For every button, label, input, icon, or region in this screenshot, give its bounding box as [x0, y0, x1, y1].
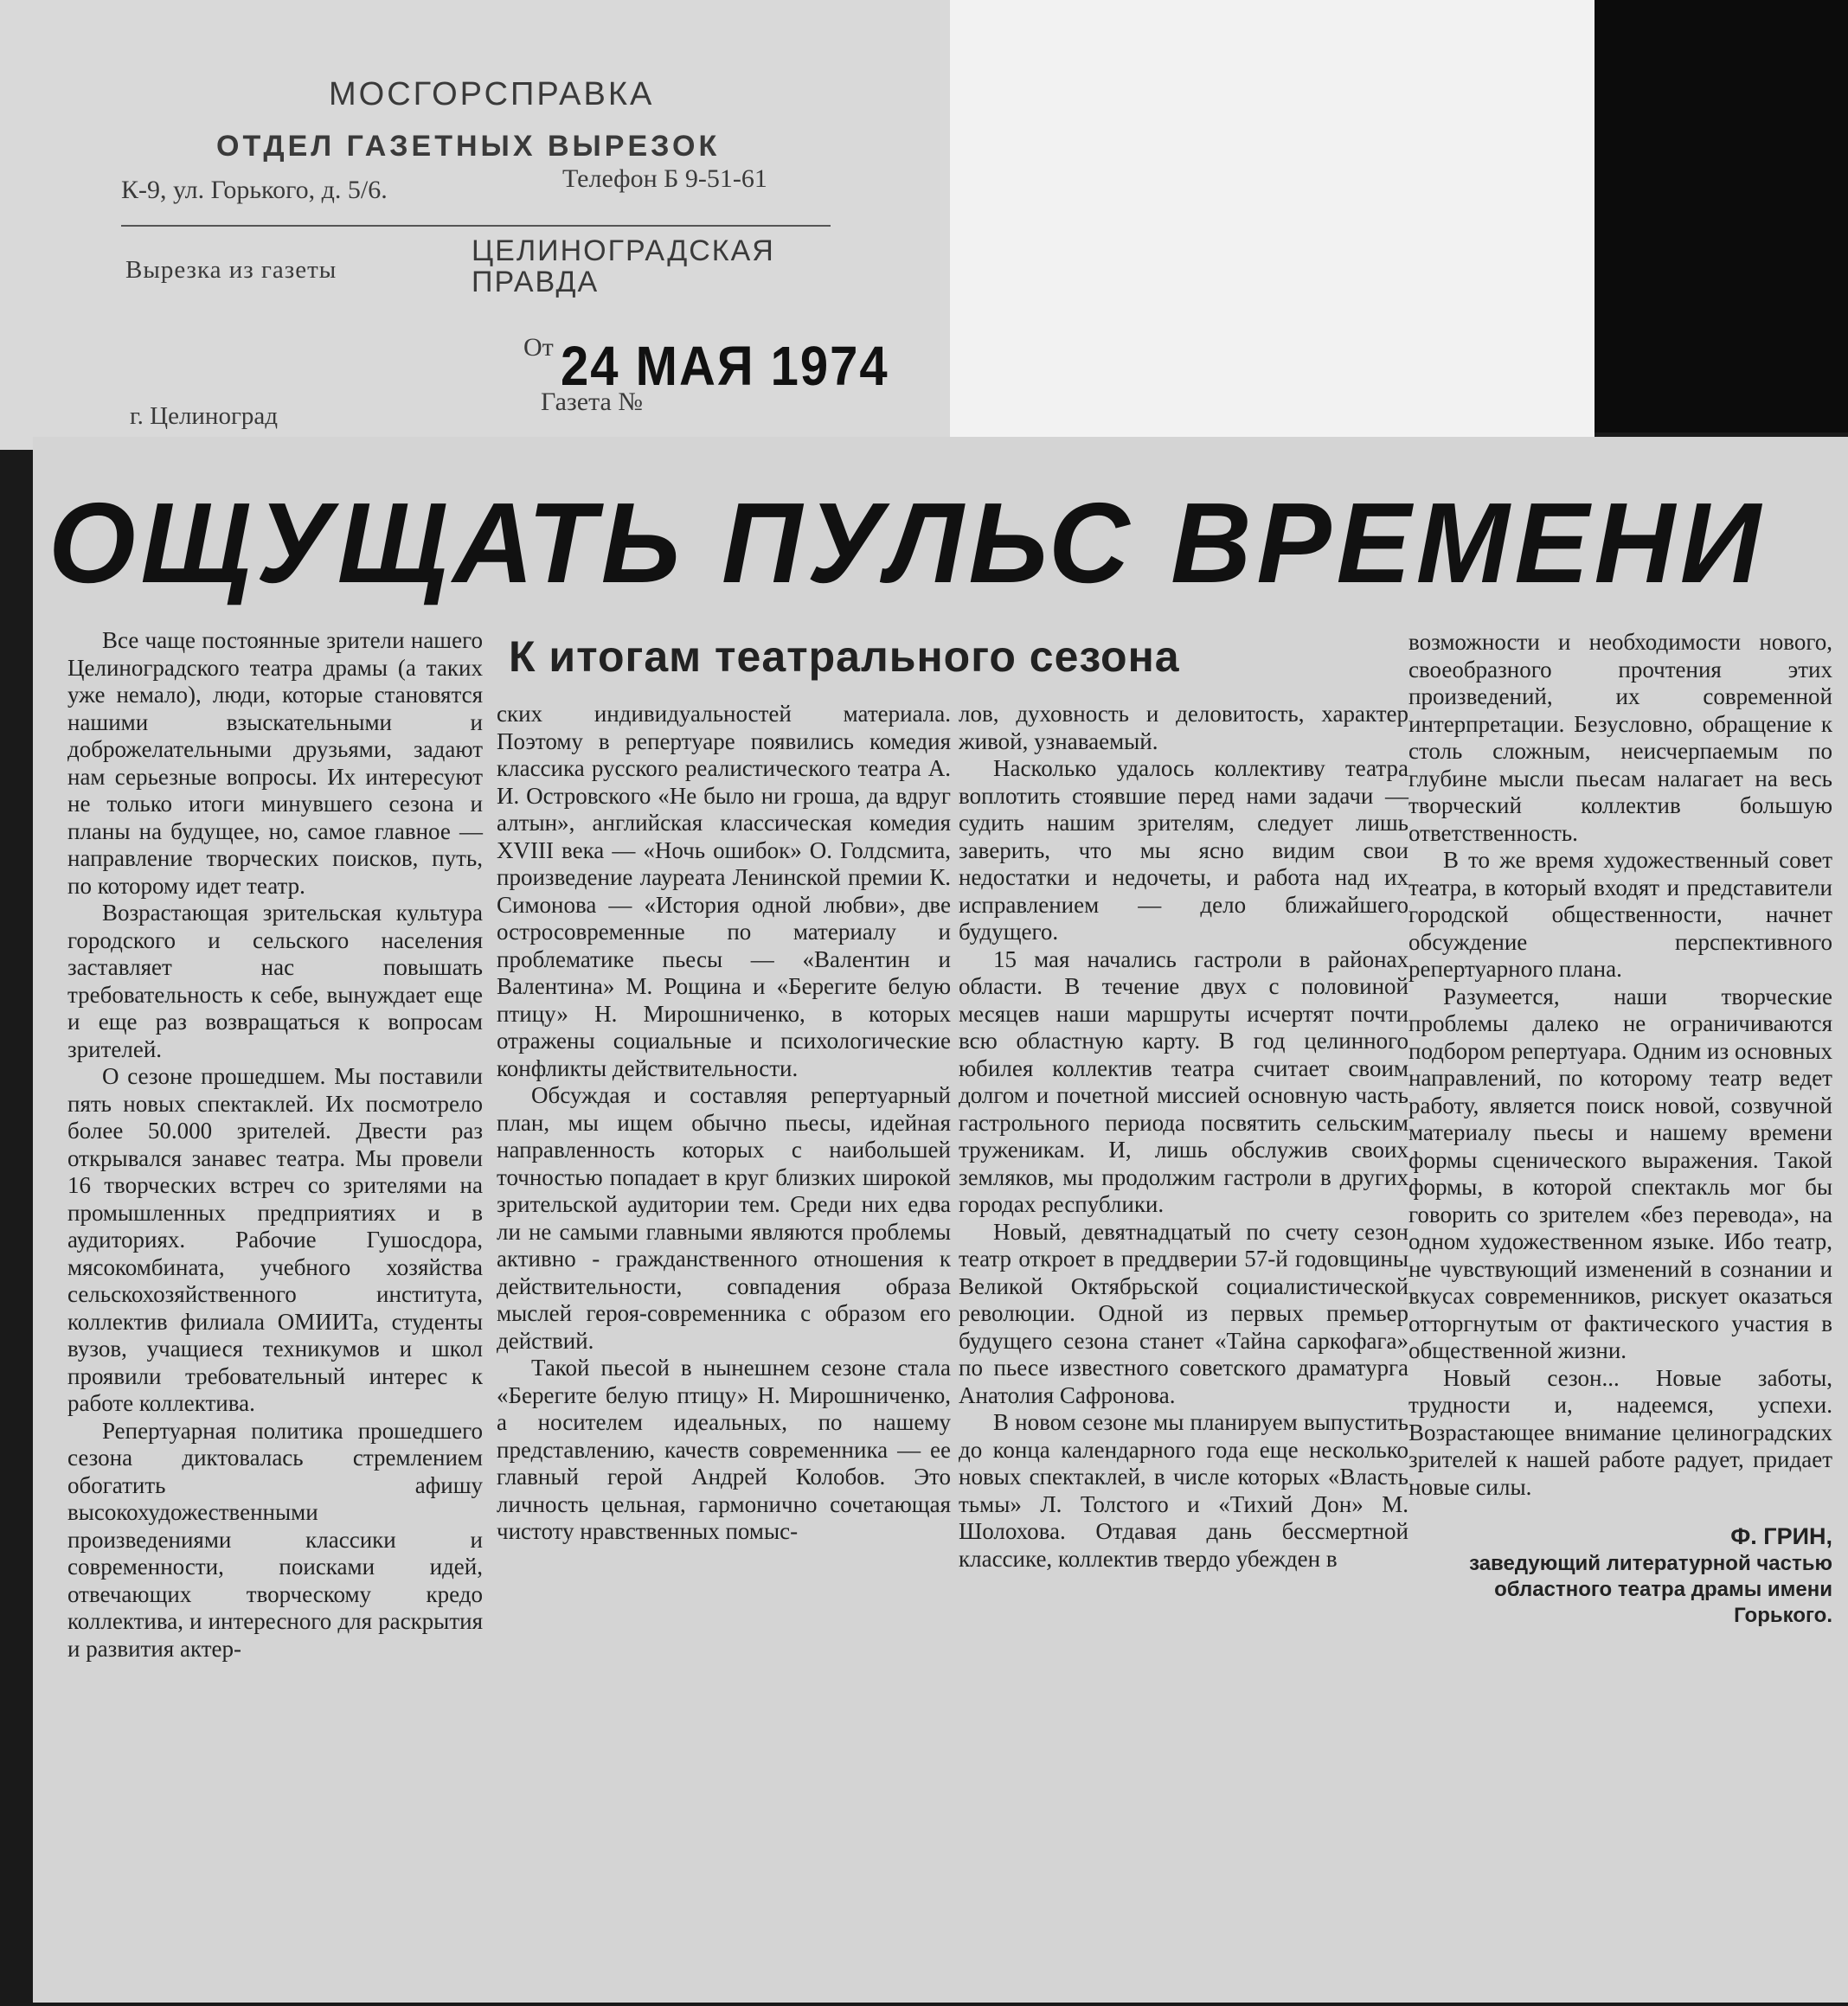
agency-phone: Телефон Б 9-51-61 — [562, 164, 767, 193]
article-column-1 — [67, 627, 483, 1663]
paragraph: Обсуждая и составляя репертуарный план, мы ищем обычно пьесы, идейная направленность которых с наибольшей точностью попадает в круг близких широкой зрительской аудитории тем. Среди них едва ли не самыми главными являются проблемы активно - гражданственного отношения к действительности, совпадения образа мыслей героя-современника с образом его действий. — [497, 1082, 951, 1354]
paragraph: лов, духовность и деловитость, характер живой, узнаваемый. — [959, 701, 1408, 754]
paragraph: В новом сезоне мы планируем выпустить до конца календарного года еще несколько новых спектаклей, в числе которых «Власть тьмы» Л. Толстого и «Тихий Дон» М. Шолохова. Отдавая дань бессмертной классике, коллектив твердо убежден в — [959, 1409, 1408, 1572]
department-name: ОТДЕЛ ГАЗЕТНЫХ ВЫРЕЗОК — [216, 130, 721, 163]
paragraph: Новый, девятнадцатый по счету сезон театр откроет в преддверии 57-й годовщины Великой Октябрьской социалистической революции. Одной из первых премьер будущего сезона станет «Тайна саркофага» по пьесе известного советского драматурга Анатолия Сафронова. — [959, 1218, 1408, 1408]
paragraph: Возрастающая зрительская культура городского и сельского населения заставляет нас повышать требовательность к себе, вынуждает еще и еще раз возвращаться к вопросам зрителей. — [67, 900, 483, 1062]
issue-number-label: Газета № — [541, 388, 643, 416]
article-column-4 — [1408, 629, 1832, 1629]
clip-source-label: Вырезка из газеты — [125, 256, 337, 284]
paragraph: 15 мая начались гастроли в районах области. В течение двух с половиной месяцев наши маршруты исчертят почти всю областную карту. В год целинного юбилея коллектив театра считает своим долгом и почетной миссией основную часть гастрольного периода посвятить сельским труженикам. И, лишь обслужив своих земляков, мы продолжим гастроли в других городах республики. — [959, 945, 1408, 1217]
article-column-3 — [959, 701, 1408, 1573]
paragraph: ских индивидуальностей материала. Поэтому в репертуаре появились комедия классика русского реалистического театра А. И. Островского «Не было ни гроша, да вдруг алтын», английская классическая комедия XVIII века — «Ночь ошибок» О. Голдсмита, произведение лауреата Ленинской премии К. Симонова — «История одной любви», две остросовременные по материалу и проблематике пьесы — «Валентин и Валентина» М. Рощина и «Берегите белую птицу» Н. Мирошниченко, в которых отражены социальные и психологические конфликты действительности. — [497, 701, 951, 1081]
article-column-2 — [497, 701, 951, 1546]
paragraph: Такой пьесой в нынешнем сезоне стала «Берегите белую птицу» Н. Мирошниченко, а носителем идеальных, по нашему представлению, качеств современника — ее главный герой Андрей Колобов. Это личность цельная, гармонично сочетающая чистоту нравственных помыс- — [497, 1355, 951, 1544]
paragraph: возможности и необходимости нового, своеобразного прочтения этих произведений, их современной интерпретации. Безусловно, обращение к столь сложным, неисчерпаемым по глубине мысли пьесам налагает на весь творческий коллектив большую ответственность. — [1408, 629, 1832, 846]
newspaper-clipping — [33, 437, 1848, 2003]
paragraph: Все чаще постоянные зрители нашего Целиноградского театра драмы (а таких уже немало), люди, которые становятся нашими взыскательными и доброжелательными друзьями, задают нам серьезные вопросы. Их интересуют не только итоги минувшего сезона и планы на будущее, но, самое главное — направление творческих поисков, путь, по которому идет театр. — [67, 627, 483, 899]
paragraph: В то же время художественный совет театра, в который входят и представители городской общественности, начнет обсуждение перспективного репертуарного плана. — [1408, 847, 1832, 982]
paragraph: О сезоне прошедшем. Мы поставили пять новых спектаклей. Их посмотрело более 50.000 зрителей. Двести раз открывался занавес театра. Мы провели 16 творческих встреч со зрителями на промышленных предприятиях и в аудиториях. Рабочие Гушосдора, мясокомбината, учебного хозяйства сельскохозяйственного института, коллектив филиала ОМИИТа, студенты вузов, учащиеся техникумов и школ проявили требовательный интерес к работе коллектива. — [67, 1063, 483, 1416]
date-stamp: 24 МАЯ 1974 — [561, 335, 889, 398]
backing-sheet — [950, 0, 1595, 450]
clipping-agency-slip — [0, 0, 950, 450]
city-label: г. Целиноград — [130, 402, 278, 430]
article-author: Ф. ГРИН, — [1730, 1523, 1832, 1549]
agency-name: МОСГОРСПРАВКА — [329, 76, 655, 112]
paragraph: Разумеется, наши творческие проблемы далеко не ограничиваются подбором репертуара. Одним из основных направлений, по которому театр ведет работу, является поиск новой, созвучной материалу пьесы и нашему времени формы сценического выражения. Такой формы, в которой спектакль мог бы говорить со зрителем «без перевода», на одном художественном языке. Ибо театр, не чувствующий изменений в сознании и вкусах современников, рискует оказаться отторгнутым от фактического участия в общественной жизни. — [1408, 983, 1832, 1363]
paragraph: Новый сезон... Новые заботы, трудности и, надеемся, успехи. Возрастающее внимание целиноградских зрителей к нашей работе радует, придает новые силы. — [1408, 1364, 1832, 1500]
paragraph: Насколько удалось коллективу театра воплотить стоявшие перед нами задачи — судить нашим зрителям, следует лишь заверить, что мы ясно видим свои недостатки и недочеты, и работа над их исправлением — дело ближайшего будущего. — [959, 755, 1408, 945]
paragraph: Репертуарная политика прошедшего сезона диктовалась стремлением обогатить афишу высокохудожественными произведениями классики и современности, поисками идей, отвечающих творческому кредо коллектива, и интересного для раскрытия и развития актер- — [67, 1417, 483, 1662]
agency-address: К-9, ул. Горького, д. 5/6. — [121, 176, 388, 204]
article-headline: ОЩУЩАТЬ ПУЛЬС ВРЕМЕНИ — [48, 479, 1766, 606]
newspaper-name: ЦЕЛИНОГРАДСКАЯ ПРАВДА — [472, 234, 775, 298]
slip-divider — [121, 225, 831, 227]
article-subheadline: К итогам театрального сезона — [509, 632, 1180, 681]
author-position: заведующий литературной частью областного театра драмы имени Горького. — [1469, 1551, 1832, 1627]
background-corner — [1595, 0, 1848, 433]
date-from-label: От — [523, 333, 554, 362]
